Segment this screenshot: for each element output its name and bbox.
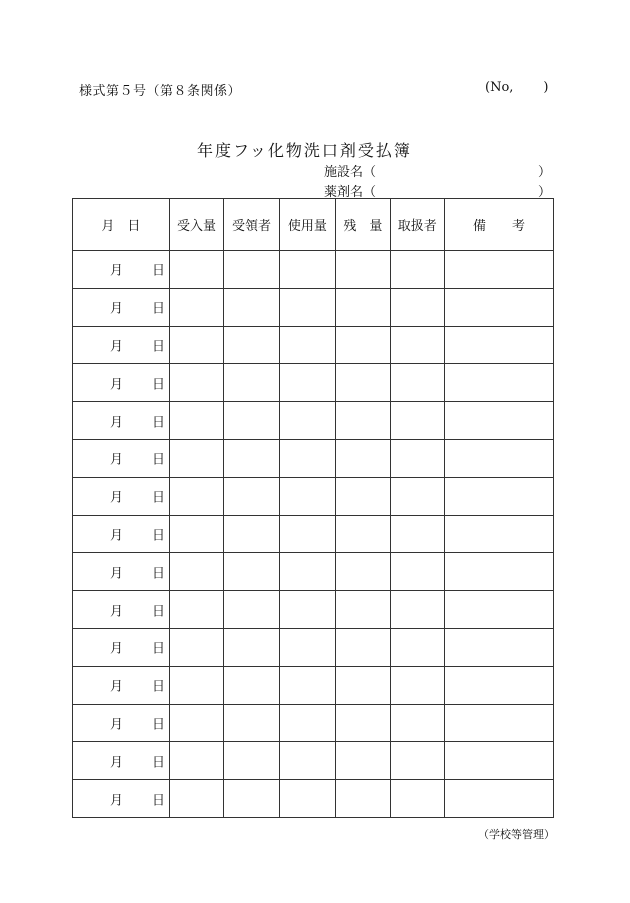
footer-note: （学校等管理）: [478, 828, 555, 841]
date-cell[interactable]: [73, 288, 170, 326]
remarks-cell[interactable]: [445, 402, 554, 440]
handler-cell[interactable]: [390, 251, 444, 289]
table-row: [73, 364, 554, 402]
date-cell[interactable]: [73, 553, 170, 591]
day-label: 日: [152, 301, 166, 317]
facility-name-field[interactable]: [324, 161, 554, 179]
handler-cell[interactable]: [390, 288, 444, 326]
table-row: [73, 439, 554, 477]
drug-name-label: 薬剤名（: [324, 185, 377, 200]
receiver-cell[interactable]: [224, 591, 279, 629]
date-cell[interactable]: [73, 780, 170, 818]
table-row: [73, 704, 554, 742]
used-amount-cell[interactable]: [279, 402, 335, 440]
handler-cell[interactable]: [390, 477, 444, 515]
used-amount-cell[interactable]: [279, 591, 335, 629]
received-amount-cell[interactable]: [169, 704, 223, 742]
day-label: 日: [152, 755, 166, 771]
handler-cell[interactable]: [390, 780, 444, 818]
day-label: 日: [152, 415, 166, 431]
table-row: [73, 477, 554, 515]
day-label: 日: [152, 793, 166, 809]
date-cell[interactable]: [73, 477, 170, 515]
received-amount-cell[interactable]: [169, 477, 223, 515]
day-label: 日: [152, 490, 166, 506]
receiver-cell[interactable]: [224, 553, 279, 591]
remarks-cell[interactable]: [445, 364, 554, 402]
receiver-cell[interactable]: [224, 780, 279, 818]
used-amount-cell[interactable]: [279, 288, 335, 326]
receiver-cell[interactable]: [224, 477, 279, 515]
remarks-cell[interactable]: [445, 251, 554, 289]
received-amount-cell[interactable]: [169, 364, 223, 402]
handler-cell[interactable]: [390, 666, 444, 704]
receiver-cell[interactable]: [224, 704, 279, 742]
remarks-cell[interactable]: [445, 326, 554, 364]
month-label: 月: [110, 755, 124, 771]
remarks-cell[interactable]: [445, 666, 554, 704]
month-label: 月: [110, 263, 124, 279]
handler-cell[interactable]: [390, 515, 444, 553]
document-number-close: ): [543, 80, 549, 95]
month-label: 月: [110, 415, 124, 431]
remarks-cell[interactable]: [445, 591, 554, 629]
used-amount-cell[interactable]: [279, 515, 335, 553]
received-amount-cell[interactable]: [169, 326, 223, 364]
day-label: 日: [152, 566, 166, 582]
remarks-cell[interactable]: [445, 553, 554, 591]
table-row: [73, 251, 554, 289]
header-used-amount: 使用量: [279, 199, 335, 251]
day-label: 日: [152, 452, 166, 468]
table-row: [73, 742, 554, 780]
month-label: 月: [110, 339, 124, 355]
used-amount-cell[interactable]: [279, 553, 335, 591]
header-remaining: 残 量: [336, 199, 390, 251]
day-label: 日: [152, 679, 166, 695]
form-number: 様式第５号（第８条関係）: [79, 84, 242, 99]
remarks-cell[interactable]: [445, 780, 554, 818]
remarks-cell[interactable]: [445, 742, 554, 780]
remaining-cell[interactable]: [336, 288, 390, 326]
remarks-cell[interactable]: [445, 704, 554, 742]
received-amount-cell[interactable]: [169, 402, 223, 440]
drug-name-field[interactable]: [324, 181, 554, 199]
header-handler: 取扱者: [390, 199, 444, 251]
received-amount-cell[interactable]: [169, 288, 223, 326]
receiver-cell[interactable]: [224, 742, 279, 780]
drug-name-close-paren: ）: [538, 185, 552, 200]
document-number: [485, 80, 548, 95]
remarks-cell[interactable]: [445, 515, 554, 553]
date-cell[interactable]: [73, 704, 170, 742]
header-date: 月 日: [73, 199, 170, 251]
document-title: 年度フッ化物洗口剤受払簿: [197, 141, 412, 160]
table-header-row: [73, 199, 554, 251]
month-label: 月: [110, 528, 124, 544]
used-amount-cell[interactable]: [279, 326, 335, 364]
handler-cell[interactable]: [390, 439, 444, 477]
handler-cell[interactable]: [390, 704, 444, 742]
table-row: [73, 780, 554, 818]
month-label: 月: [110, 679, 124, 695]
received-amount-cell[interactable]: [169, 780, 223, 818]
header-receiver: 受領者: [224, 199, 279, 251]
used-amount-cell[interactable]: [279, 251, 335, 289]
remaining-cell[interactable]: [336, 515, 390, 553]
handler-cell[interactable]: [390, 326, 444, 364]
handler-cell[interactable]: [390, 591, 444, 629]
month-label: 月: [110, 377, 124, 393]
remaining-cell[interactable]: [336, 591, 390, 629]
month-label: 月: [110, 717, 124, 733]
received-amount-cell[interactable]: [169, 742, 223, 780]
received-amount-cell[interactable]: [169, 666, 223, 704]
used-amount-cell[interactable]: [279, 780, 335, 818]
table-row: [73, 515, 554, 553]
table-row: [73, 553, 554, 591]
month-label: 月: [110, 793, 124, 809]
used-amount-cell[interactable]: [279, 628, 335, 666]
remaining-cell[interactable]: [336, 742, 390, 780]
receiver-cell[interactable]: [224, 515, 279, 553]
date-cell[interactable]: [73, 326, 170, 364]
table-row: [73, 402, 554, 440]
handler-cell[interactable]: [390, 628, 444, 666]
remarks-cell[interactable]: [445, 477, 554, 515]
used-amount-cell[interactable]: [279, 742, 335, 780]
month-label: 月: [110, 604, 124, 620]
receiver-cell[interactable]: [224, 402, 279, 440]
remaining-cell[interactable]: [336, 251, 390, 289]
day-label: 日: [152, 641, 166, 657]
used-amount-cell[interactable]: [279, 704, 335, 742]
receiver-cell[interactable]: [224, 326, 279, 364]
handler-cell[interactable]: [390, 402, 444, 440]
day-label: 日: [152, 604, 166, 620]
remarks-cell[interactable]: [445, 628, 554, 666]
receiver-cell[interactable]: [224, 439, 279, 477]
receiver-cell[interactable]: [224, 666, 279, 704]
used-amount-cell[interactable]: [279, 364, 335, 402]
remaining-cell[interactable]: [336, 628, 390, 666]
remaining-cell[interactable]: [336, 326, 390, 364]
remaining-cell[interactable]: [336, 402, 390, 440]
document-number-open: (No,: [485, 80, 514, 95]
used-amount-cell[interactable]: [279, 666, 335, 704]
received-amount-cell[interactable]: [169, 439, 223, 477]
day-label: 日: [152, 717, 166, 733]
handler-cell[interactable]: [390, 364, 444, 402]
date-cell[interactable]: [73, 628, 170, 666]
received-amount-cell[interactable]: [169, 515, 223, 553]
month-label: 月: [110, 641, 124, 657]
received-amount-cell[interactable]: [169, 251, 223, 289]
date-cell[interactable]: [73, 364, 170, 402]
date-cell[interactable]: [73, 515, 170, 553]
date-cell[interactable]: [73, 439, 170, 477]
date-cell[interactable]: [73, 591, 170, 629]
facility-name-label: 施設名（: [324, 165, 377, 180]
date-cell[interactable]: [73, 666, 170, 704]
date-cell[interactable]: [73, 402, 170, 440]
remaining-cell[interactable]: [336, 364, 390, 402]
received-amount-cell[interactable]: [169, 553, 223, 591]
remaining-cell[interactable]: [336, 780, 390, 818]
header-received-amount: 受入量: [169, 199, 223, 251]
day-label: 日: [152, 377, 166, 393]
table-row: [73, 628, 554, 666]
table-row: [73, 666, 554, 704]
day-label: 日: [152, 339, 166, 355]
handler-cell[interactable]: [390, 742, 444, 780]
ledger-table: [72, 198, 554, 818]
month-label: 月: [110, 452, 124, 468]
receiver-cell[interactable]: [224, 251, 279, 289]
table-row: [73, 591, 554, 629]
date-cell[interactable]: [73, 742, 170, 780]
remarks-cell[interactable]: [445, 439, 554, 477]
remaining-cell[interactable]: [336, 477, 390, 515]
receiver-cell[interactable]: [224, 288, 279, 326]
day-label: 日: [152, 528, 166, 544]
day-label: 日: [152, 263, 166, 279]
received-amount-cell[interactable]: [169, 628, 223, 666]
date-cell[interactable]: [73, 251, 170, 289]
month-label: 月: [110, 301, 124, 317]
received-amount-cell[interactable]: [169, 591, 223, 629]
month-label: 月: [110, 490, 124, 506]
used-amount-cell[interactable]: [279, 477, 335, 515]
remaining-cell[interactable]: [336, 666, 390, 704]
receiver-cell[interactable]: [224, 364, 279, 402]
table-row: [73, 288, 554, 326]
remaining-cell[interactable]: [336, 704, 390, 742]
handler-cell[interactable]: [390, 553, 444, 591]
used-amount-cell[interactable]: [279, 439, 335, 477]
month-label: 月: [110, 566, 124, 582]
table-row: [73, 326, 554, 364]
ledger-body: [73, 251, 554, 818]
remaining-cell[interactable]: [336, 553, 390, 591]
remarks-cell[interactable]: [445, 288, 554, 326]
receiver-cell[interactable]: [224, 628, 279, 666]
remaining-cell[interactable]: [336, 439, 390, 477]
header-remarks: 備 考: [445, 199, 554, 251]
facility-name-close-paren: ）: [538, 165, 552, 180]
